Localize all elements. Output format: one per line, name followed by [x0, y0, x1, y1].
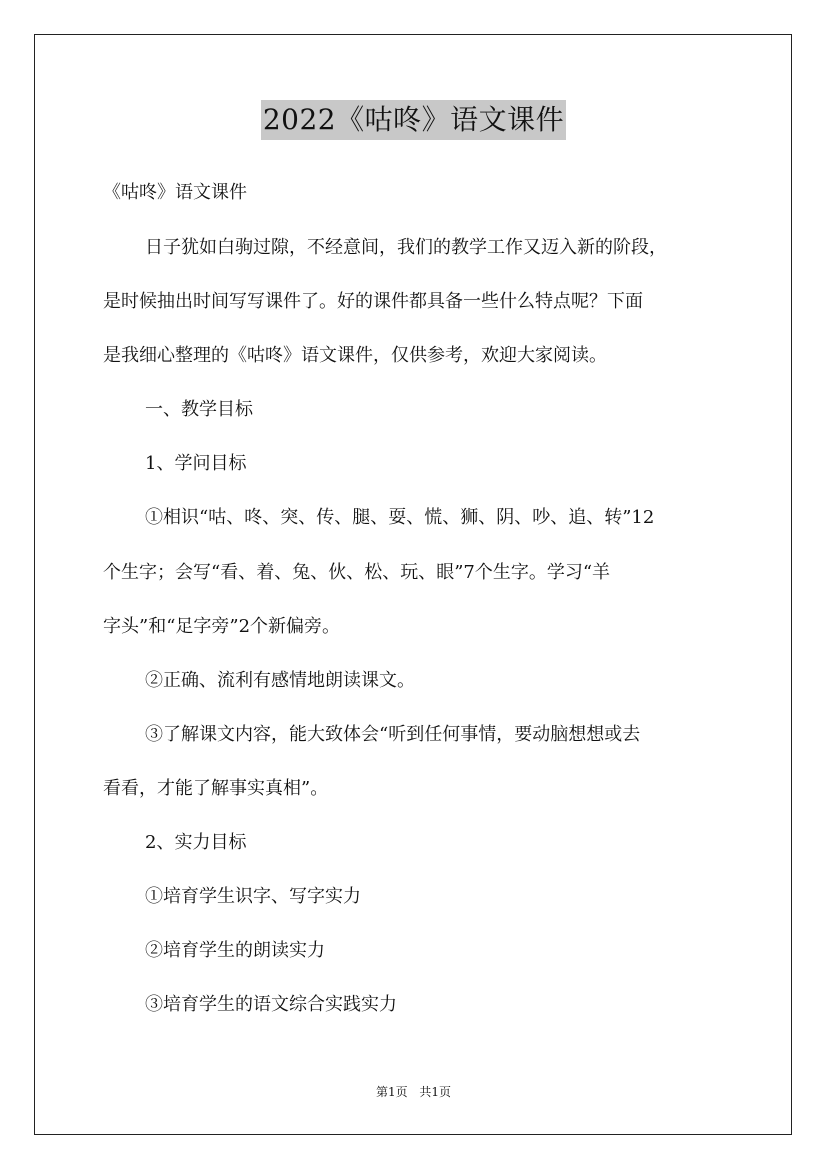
paragraph-line: ②正确、流利有感情地朗读课文。	[145, 670, 415, 691]
page-total: 共1页	[419, 1085, 452, 1099]
page-number: 第1页	[375, 1085, 408, 1099]
subsection-heading: 2、实力目标	[145, 832, 247, 853]
paragraph-line: ②培育学生的朗读实力	[145, 940, 325, 961]
title-container	[0, 100, 827, 140]
section-heading: 一、教学目标	[145, 399, 253, 420]
paragraph-line: 是时候抽出时间写写课件了。好的课件都具备一些什么特点呢？下面	[103, 291, 643, 312]
paragraph-line: 个生字；会写“看、着、兔、伙、松、玩、眼”7个生字。学习“羊	[103, 562, 611, 583]
page-footer	[0, 1084, 827, 1100]
document-title: 2022《咕咚》语文课件	[261, 100, 566, 140]
paragraph-line: 看看，才能了解事实真相”。	[103, 778, 329, 799]
paragraph-line: ③了解课文内容，能大致体会“听到任何事情，要动脑想想或去	[145, 724, 641, 745]
paragraph-line: 日子犹如白驹过隙，不经意间，我们的教学工作又迈入新的阶段，	[145, 237, 667, 258]
paragraph-line: ①培育学生识字、写字实力	[145, 886, 361, 907]
document-subtitle: 《咕咚》语文课件	[103, 182, 247, 203]
paragraph-line: ①相识“咕、咚、突、传、腿、耍、慌、狮、阴、吵、追、转”12	[145, 507, 655, 528]
paragraph-line: 是我细心整理的《咕咚》语文课件，仅供参考，欢迎大家阅读。	[103, 345, 607, 366]
paragraph-line: ③培育学生的语文综合实践实力	[145, 994, 397, 1015]
paragraph-line: 字头”和“足字旁”2个新偏旁。	[103, 616, 341, 637]
subsection-heading: 1、学问目标	[145, 453, 247, 474]
